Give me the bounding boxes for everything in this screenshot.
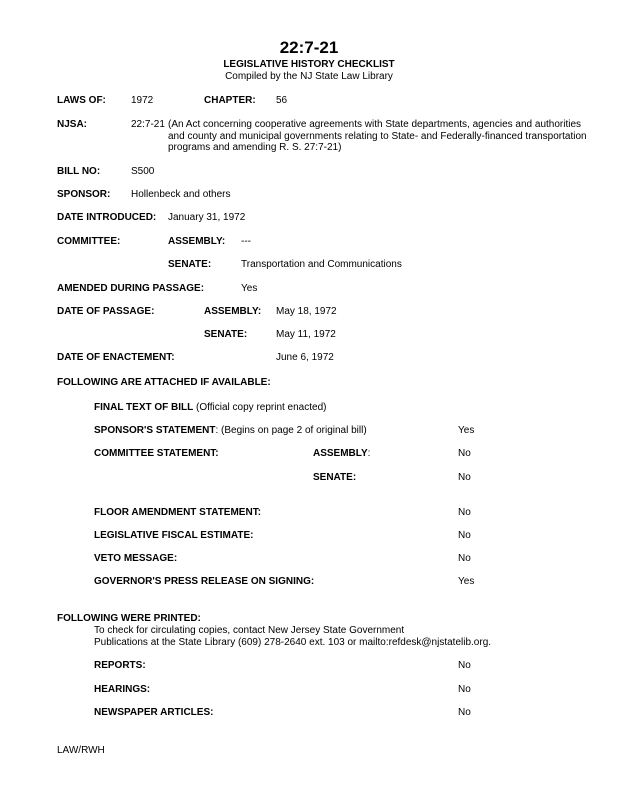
floor-amendment-value: No (458, 507, 471, 518)
committee-senate-label: SENATE: (168, 259, 212, 270)
laws-of-label: LAWS OF: (57, 95, 106, 106)
footer-initials: LAW/RWH (57, 745, 105, 756)
passage-assembly-value: May 18, 1972 (276, 306, 337, 317)
date-of-enactment-label: DATE OF ENACTEMENT: (57, 352, 175, 363)
hearings-label: HEARINGS: (94, 684, 151, 695)
njsa-value: 22:7-21 (131, 119, 165, 130)
passage-senate-value: May 11, 1972 (276, 329, 336, 340)
veto-message-label: VETO MESSAGE: (94, 553, 178, 564)
final-text-row (94, 402, 326, 413)
printed-note-line2: Publications at the State Library (609) 278-2640 ext. 103 or mailto:refdesk@njstatelib.org. (94, 637, 492, 648)
newspaper-value: No (458, 707, 471, 718)
fiscal-estimate-value: No (458, 530, 471, 541)
cs-senate-value: No (458, 472, 471, 483)
sponsor-value: Hollenbeck and others (131, 189, 231, 200)
document-number: 22:7-21 (279, 38, 339, 57)
cs-assembly-suffix: : (367, 448, 371, 459)
press-release-label: GOVERNOR'S PRESS RELEASE ON SIGNING: (94, 576, 315, 587)
laws-of-value: 1972 (131, 95, 154, 106)
committee-assembly-label: ASSEMBLY: (168, 236, 226, 247)
press-release-value: Yes (458, 576, 475, 587)
final-text-note: (Official copy reprint enacted) (196, 402, 327, 413)
passage-senate-label: SENATE: (204, 329, 248, 340)
amended-label: AMENDED DURING PASSAGE: (57, 283, 205, 294)
attached-heading: FOLLOWING ARE ATTACHED IF AVAILABLE: (57, 377, 271, 388)
final-text-label: FINAL TEXT OF BILL (94, 402, 194, 413)
bill-no-value: S500 (131, 166, 155, 177)
passage-assembly-label: ASSEMBLY: (204, 306, 262, 317)
committee-label: COMMITTEE: (57, 236, 121, 247)
bill-no-label: BILL NO: (57, 166, 101, 177)
amended-value: Yes (241, 283, 258, 294)
cs-assembly-value: No (458, 448, 471, 459)
fiscal-estimate-label: LEGISLATIVE FISCAL ESTIMATE: (94, 530, 254, 541)
date-introduced-value: January 31, 1972 (168, 212, 246, 223)
committee-assembly-value: --- (241, 236, 251, 247)
printed-heading: FOLLOWING WERE PRINTED: (57, 613, 201, 624)
veto-message-value: No (458, 553, 471, 564)
sponsor-statement-value: Yes (458, 425, 475, 436)
newspaper-label: NEWSPAPER ARTICLES: (94, 707, 214, 718)
reports-label: REPORTS: (94, 660, 146, 671)
chapter-value: 56 (276, 95, 288, 106)
njsa-description: (An Act concerning cooperative agreements with State departments, agencies and authorities and county and municipal governments relating to State- and Federally-financed transportation programs and amending R. S. 27:7-21) (168, 119, 587, 153)
cs-assembly-label: ASSEMBLY (313, 448, 368, 459)
hearings-value: No (458, 684, 471, 695)
date-of-enactment-value: June 6, 1972 (276, 352, 334, 363)
date-of-passage-label: DATE OF PASSAGE: (57, 306, 155, 317)
sponsor-statement-note: : (Begins on page 2 of original bill) (215, 425, 367, 436)
committee-senate-value: Transportation and Communications (241, 259, 402, 270)
sponsor-label: SPONSOR: (57, 189, 111, 200)
sponsor-statement-row (94, 425, 367, 436)
sponsor-statement-label: SPONSOR'S STATEMENT (94, 425, 216, 436)
printed-note-line1: To check for circulating copies, contact New Jersey State Government (94, 625, 405, 636)
document-subtitle: LEGISLATIVE HISTORY CHECKLIST (223, 59, 395, 70)
reports-value: No (458, 660, 471, 671)
cs-senate-label: SENATE: (313, 472, 357, 483)
chapter-label: CHAPTER: (204, 95, 256, 106)
floor-amendment-label: FLOOR AMENDMENT STATEMENT: (94, 507, 262, 518)
compiled-by: Compiled by the NJ State Law Library (225, 71, 393, 82)
committee-statement-label: COMMITTEE STATEMENT: (94, 448, 219, 459)
njsa-label: NJSA: (57, 119, 88, 130)
committee-statement-assembly (313, 448, 370, 459)
date-introduced-label: DATE INTRODUCED: (57, 212, 157, 223)
